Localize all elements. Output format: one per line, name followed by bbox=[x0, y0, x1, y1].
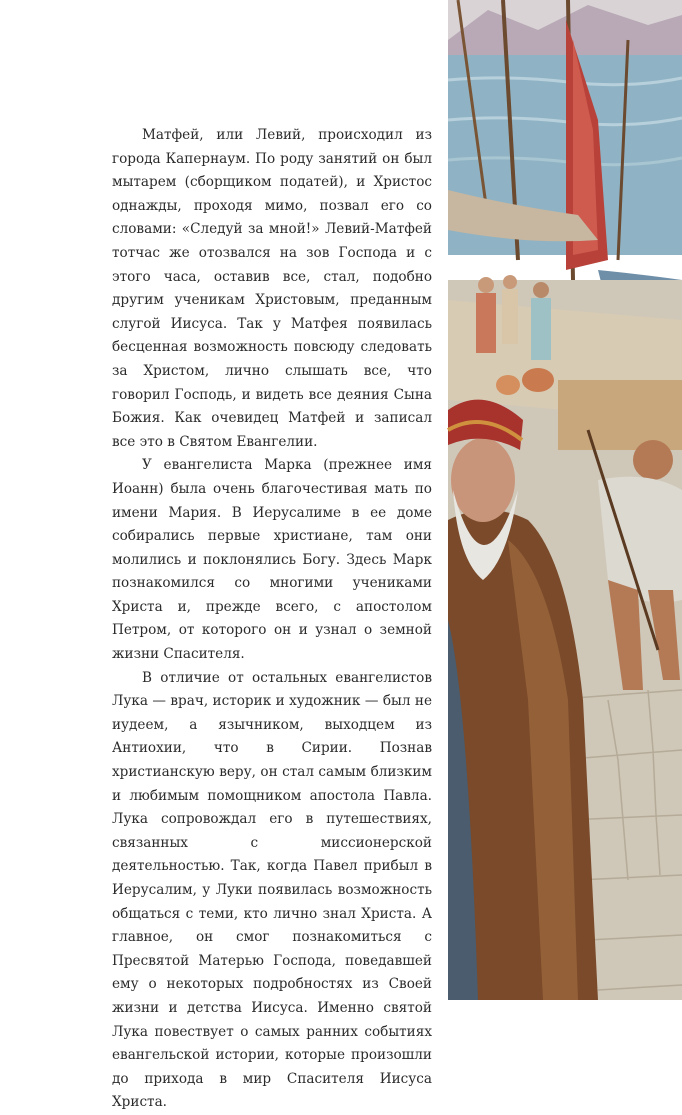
harbor-painting bbox=[448, 0, 682, 1000]
harbor-illustration bbox=[448, 0, 682, 1000]
wooden-crate bbox=[558, 380, 682, 450]
clay-jar bbox=[522, 368, 554, 392]
paragraph-luke: В отличие от остальных евангелистов Лука — врач, историк и художник — был не иудеем, а язычником, выходцем из Антиохии, что в Сирии. Познав христианскую веру, он стал самым близким и любимым помощником апостола Павла. Лука сопровождал его в путешествиях, связанных с миссионерской деятельностью. Так, когда Павел прибыл в Иерусалим, у Луки появилась возможность общаться с теми, кто лично знал Христа. А главное, он смог познакомиться с Пресвятой Матерью Господа, поведавшей ему о некоторых подробностях из Своей жизни и детства Иисуса. Именно святой Лука повествует о самых ранних событиях евангельской истории, которые произошли до прихода в мир Спасителя Иисуса Христа. bbox=[112, 669, 432, 1111]
text-column bbox=[112, 124, 432, 1115]
face bbox=[451, 438, 515, 522]
paragraph-mark: У евангелиста Марка (прежнее имя Иоанн) была очень благочестивая мать по имени Мария. В Иерусалиме в ее доме собирались первые христиане, там они молились и поклонялись Богу. Здесь Марк познакомился со многими учениками Христа и, прежде всего, с апостолом Петром, от которого он и узнал о земной жизни Спасителя. bbox=[112, 457, 432, 663]
paragraph-matthew: Матфей, или Левий, происходил из города Капернаум. По роду занятий он был мытарем (сборщиком податей), и Христос однажды, проходя мимо, позвал его со словами: «Следуй за мной!» Левий-Матфей тотчас же отозвался на зов Господа и с этого часа, оставив все, стал, подобно другим ученикам Христовым, преданным слугой Иисуса. Так у Матфея появилась бесценная возможность повсюду следовать за Христом, лично слышать все, что говорил Господь, и видеть все деяния Сына Божия. Как очевидец Матфей и записал все это в Святом Евангелии. bbox=[112, 127, 432, 450]
